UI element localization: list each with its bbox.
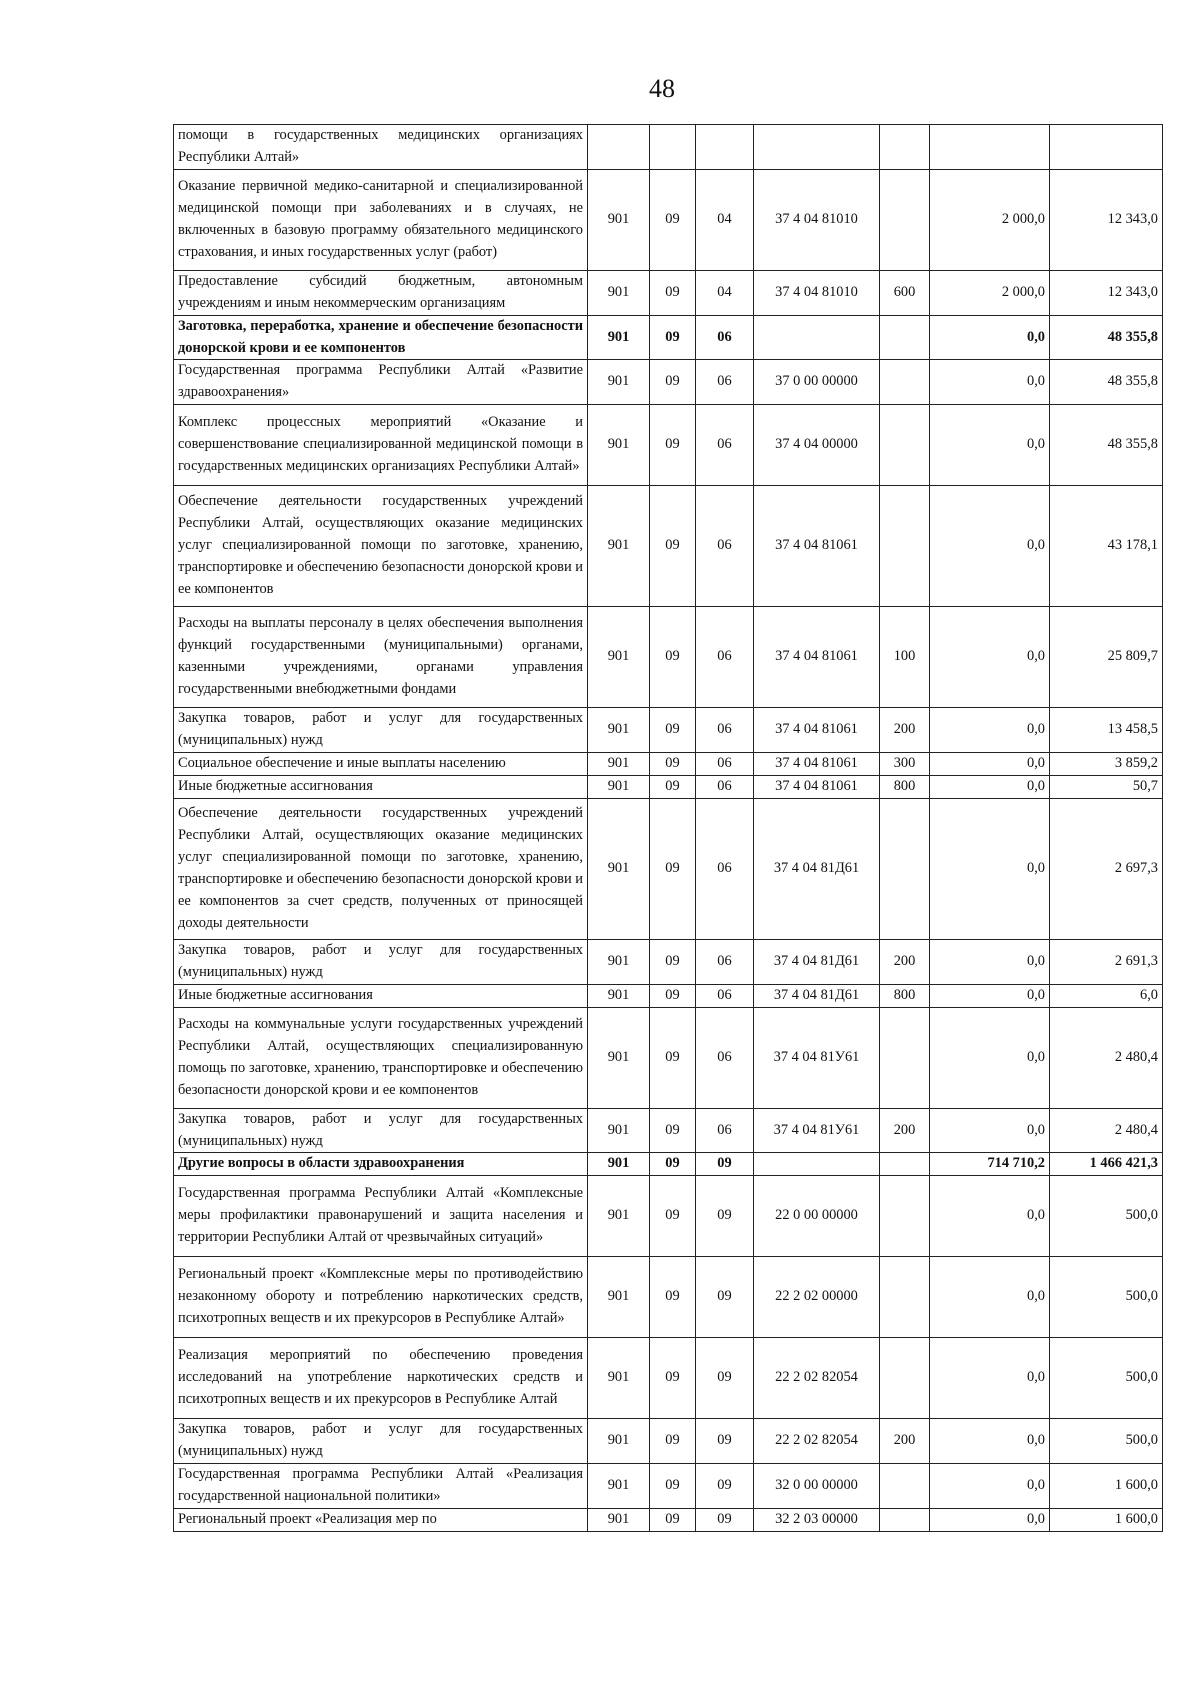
row-amount-2: 2 691,3 — [1050, 939, 1163, 984]
row-ved: 901 — [588, 486, 650, 607]
row-amount-2: 1 600,0 — [1050, 1508, 1163, 1531]
row-expense-type: 200 — [880, 1419, 930, 1464]
row-ved: 901 — [588, 775, 650, 798]
row-subsection: 06 — [696, 939, 754, 984]
row-amount-2: 12 343,0 — [1050, 270, 1163, 315]
row-section: 09 — [650, 753, 696, 776]
row-section: 09 — [650, 607, 696, 708]
row-ved: 901 — [588, 939, 650, 984]
row-section: 09 — [650, 1464, 696, 1509]
row-ved: 901 — [588, 607, 650, 708]
row-amount-1: 0,0 — [930, 360, 1050, 405]
row-subsection: 06 — [696, 984, 754, 1007]
row-amount-1: 0,0 — [930, 798, 1050, 939]
row-amount-2: 48 355,8 — [1050, 360, 1163, 405]
row-section: 09 — [650, 1257, 696, 1338]
row-name: Реализация мероприятий по обеспечению проведения исследований на употребление наркотических средств и психотропных веществ и их прекурсоров в Республике Алтай — [174, 1338, 588, 1419]
row-amount-1: 0,0 — [930, 405, 1050, 486]
table-row — [174, 125, 1163, 170]
row-section: 09 — [650, 1108, 696, 1153]
row-target-article — [754, 1153, 880, 1176]
table-row — [174, 1108, 1163, 1153]
row-amount-1: 0,0 — [930, 486, 1050, 607]
row-amount-1: 0,0 — [930, 1338, 1050, 1419]
row-amount-1: 2 000,0 — [930, 169, 1050, 270]
row-target-article: 37 4 04 81061 — [754, 607, 880, 708]
row-target-article: 37 4 04 00000 — [754, 405, 880, 486]
row-expense-type: 200 — [880, 708, 930, 753]
row-amount-1: 0,0 — [930, 607, 1050, 708]
row-amount-2: 500,0 — [1050, 1176, 1163, 1257]
table-row — [174, 486, 1163, 607]
row-expense-type — [880, 1464, 930, 1509]
row-amount-2: 48 355,8 — [1050, 405, 1163, 486]
table-row — [174, 360, 1163, 405]
row-section: 09 — [650, 270, 696, 315]
row-subsection: 06 — [696, 360, 754, 405]
row-target-article: 37 4 04 81У61 — [754, 1108, 880, 1153]
row-name: Региональный проект «Реализация мер по — [174, 1508, 588, 1531]
row-amount-1: 0,0 — [930, 1108, 1050, 1153]
row-ved: 901 — [588, 270, 650, 315]
row-target-article: 22 2 02 82054 — [754, 1338, 880, 1419]
table-row — [174, 1257, 1163, 1338]
row-target-article: 22 2 02 00000 — [754, 1257, 880, 1338]
row-amount-1: 2 000,0 — [930, 270, 1050, 315]
row-amount-1: 0,0 — [930, 1508, 1050, 1531]
row-ved: 901 — [588, 1176, 650, 1257]
row-target-article: 37 4 04 81Д61 — [754, 984, 880, 1007]
table-row — [174, 1464, 1163, 1509]
row-name: Закупка товаров, работ и услуг для государственных (муниципальных) нужд — [174, 1108, 588, 1153]
row-amount-1: 714 710,2 — [930, 1153, 1050, 1176]
row-expense-type: 800 — [880, 984, 930, 1007]
row-ved: 901 — [588, 1108, 650, 1153]
table-row — [174, 939, 1163, 984]
row-amount-1: 0,0 — [930, 1257, 1050, 1338]
row-ved: 901 — [588, 405, 650, 486]
row-ved: 901 — [588, 1338, 650, 1419]
row-expense-type — [880, 798, 930, 939]
table-row — [174, 775, 1163, 798]
table-row — [174, 270, 1163, 315]
row-expense-type: 200 — [880, 939, 930, 984]
row-amount-2: 25 809,7 — [1050, 607, 1163, 708]
row-subsection: 06 — [696, 775, 754, 798]
row-name: Обеспечение деятельности государственных учреждений Республики Алтай, осуществляющих оказание медицинских услуг специализированной помощи по заготовке, хранению, транспортировке и обеспечению безопасности донорской крови и ее компонентов за счет средств, полученных от приносящей доходы деятельности — [174, 798, 588, 939]
row-amount-2: 43 178,1 — [1050, 486, 1163, 607]
row-expense-type — [880, 1153, 930, 1176]
row-amount-2: 50,7 — [1050, 775, 1163, 798]
row-target-article — [754, 125, 880, 170]
row-section: 09 — [650, 708, 696, 753]
row-expense-type — [880, 360, 930, 405]
row-section: 09 — [650, 169, 696, 270]
row-expense-type — [880, 1508, 930, 1531]
row-subsection: 09 — [696, 1419, 754, 1464]
row-expense-type — [880, 169, 930, 270]
row-amount-2: 12 343,0 — [1050, 169, 1163, 270]
row-amount-1: 0,0 — [930, 753, 1050, 776]
row-ved: 901 — [588, 708, 650, 753]
row-amount-1: 0,0 — [930, 939, 1050, 984]
row-expense-type — [880, 315, 930, 360]
row-section: 09 — [650, 1153, 696, 1176]
row-ved: 901 — [588, 798, 650, 939]
row-amount-2: 2 697,3 — [1050, 798, 1163, 939]
row-amount-1: 0,0 — [930, 1464, 1050, 1509]
row-amount-2: 3 859,2 — [1050, 753, 1163, 776]
row-target-article: 37 4 04 81061 — [754, 753, 880, 776]
row-section: 09 — [650, 486, 696, 607]
row-subsection: 09 — [696, 1176, 754, 1257]
table-row — [174, 798, 1163, 939]
row-subsection: 06 — [696, 753, 754, 776]
row-expense-type — [880, 405, 930, 486]
row-name: Государственная программа Республики Алтай «Реализация государственной национальной политики» — [174, 1464, 588, 1509]
row-name: Расходы на коммунальные услуги государственных учреждений Республики Алтай, осуществляющих специализированную помощь по заготовке, хранению, транспортировке и обеспечению безопасности донорской крови и ее компонентов — [174, 1007, 588, 1108]
row-ved: 901 — [588, 315, 650, 360]
row-expense-type: 200 — [880, 1108, 930, 1153]
row-section: 09 — [650, 1508, 696, 1531]
row-expense-type: 300 — [880, 753, 930, 776]
row-name: Государственная программа Республики Алтай «Комплексные меры профилактики правонарушений и защита населения и территории Республики Алтай от чрезвычайных ситуаций» — [174, 1176, 588, 1257]
row-name: помощи в государственных медицинских организациях Республики Алтай» — [174, 125, 588, 170]
row-amount-2: 6,0 — [1050, 984, 1163, 1007]
row-target-article: 37 4 04 81Д61 — [754, 798, 880, 939]
row-subsection: 06 — [696, 708, 754, 753]
row-name: Заготовка, переработка, хранение и обеспечение безопасности донорской крови и ее компонентов — [174, 315, 588, 360]
row-name: Другие вопросы в области здравоохранения — [174, 1153, 588, 1176]
row-target-article: 22 0 00 00000 — [754, 1176, 880, 1257]
table-row — [174, 169, 1163, 270]
table-row — [174, 708, 1163, 753]
table-row — [174, 1419, 1163, 1464]
row-expense-type: 800 — [880, 775, 930, 798]
row-subsection — [696, 125, 754, 170]
page-number: 48 — [649, 74, 675, 103]
row-expense-type — [880, 1176, 930, 1257]
row-amount-2: 500,0 — [1050, 1338, 1163, 1419]
table-row — [174, 315, 1163, 360]
table-row — [174, 1176, 1163, 1257]
row-section: 09 — [650, 1007, 696, 1108]
row-amount-2: 1 600,0 — [1050, 1464, 1163, 1509]
row-expense-type: 600 — [880, 270, 930, 315]
row-expense-type: 100 — [880, 607, 930, 708]
row-section: 09 — [650, 315, 696, 360]
row-subsection: 09 — [696, 1153, 754, 1176]
row-subsection: 06 — [696, 486, 754, 607]
row-target-article: 37 4 04 81061 — [754, 486, 880, 607]
row-section: 09 — [650, 1419, 696, 1464]
row-subsection: 06 — [696, 798, 754, 939]
row-name: Комплекс процессных мероприятий «Оказание и совершенствование специализированной медицинской помощи в государственных медицинских организациях Республики Алтай» — [174, 405, 588, 486]
row-amount-1: 0,0 — [930, 775, 1050, 798]
row-ved: 901 — [588, 360, 650, 405]
row-name: Обеспечение деятельности государственных учреждений Республики Алтай, осуществляющих оказание медицинских услуг специализированной помощи по заготовке, хранению, транспортировке и обеспечению безопасности донорской крови и ее компонентов — [174, 486, 588, 607]
row-ved: 901 — [588, 1419, 650, 1464]
row-target-article: 37 4 04 81061 — [754, 775, 880, 798]
table-row — [174, 1007, 1163, 1108]
row-section: 09 — [650, 360, 696, 405]
row-ved: 901 — [588, 169, 650, 270]
row-target-article — [754, 315, 880, 360]
row-section: 09 — [650, 984, 696, 1007]
row-ved — [588, 125, 650, 170]
row-amount-2: 500,0 — [1050, 1257, 1163, 1338]
row-section: 09 — [650, 798, 696, 939]
row-section: 09 — [650, 939, 696, 984]
row-ved: 901 — [588, 1007, 650, 1108]
row-subsection: 09 — [696, 1257, 754, 1338]
row-ved: 901 — [588, 1153, 650, 1176]
row-amount-2: 13 458,5 — [1050, 708, 1163, 753]
row-target-article: 37 4 04 81061 — [754, 708, 880, 753]
row-subsection: 06 — [696, 405, 754, 486]
row-subsection: 06 — [696, 1108, 754, 1153]
row-name: Региональный проект «Комплексные меры по противодействию незаконному обороту и потреблению наркотических средств, психотропных веществ и их прекурсоров в Республике Алтай» — [174, 1257, 588, 1338]
row-subsection: 06 — [696, 315, 754, 360]
row-name: Оказание первичной медико-санитарной и специализированной медицинской помощи при заболеваниях и в случаях, не включенных в базовую программу обязательного медицинского страхования, и иных государственных услуг (работ) — [174, 169, 588, 270]
row-section: 09 — [650, 1176, 696, 1257]
row-target-article: 22 2 02 82054 — [754, 1419, 880, 1464]
row-subsection: 04 — [696, 169, 754, 270]
row-ved: 901 — [588, 1464, 650, 1509]
row-expense-type — [880, 1257, 930, 1338]
table-row — [174, 1153, 1163, 1176]
row-section — [650, 125, 696, 170]
row-name: Закупка товаров, работ и услуг для государственных (муниципальных) нужд — [174, 708, 588, 753]
row-ved: 901 — [588, 1508, 650, 1531]
row-amount-1: 0,0 — [930, 315, 1050, 360]
row-amount-1: 0,0 — [930, 1419, 1050, 1464]
row-target-article: 32 2 03 00000 — [754, 1508, 880, 1531]
row-amount-2: 500,0 — [1050, 1419, 1163, 1464]
row-subsection: 06 — [696, 607, 754, 708]
row-amount-1: 0,0 — [930, 708, 1050, 753]
row-target-article: 32 0 00 00000 — [754, 1464, 880, 1509]
budget-table — [173, 124, 1163, 1532]
row-ved: 901 — [588, 984, 650, 1007]
table-row — [174, 1338, 1163, 1419]
row-section: 09 — [650, 775, 696, 798]
table-row — [174, 607, 1163, 708]
row-name: Закупка товаров, работ и услуг для государственных (муниципальных) нужд — [174, 1419, 588, 1464]
row-subsection: 09 — [696, 1508, 754, 1531]
row-name: Государственная программа Республики Алтай «Развитие здравоохранения» — [174, 360, 588, 405]
row-expense-type — [880, 1338, 930, 1419]
table-row — [174, 753, 1163, 776]
row-section: 09 — [650, 405, 696, 486]
row-target-article: 37 0 00 00000 — [754, 360, 880, 405]
row-name: Иные бюджетные ассигнования — [174, 984, 588, 1007]
row-name: Закупка товаров, работ и услуг для государственных (муниципальных) нужд — [174, 939, 588, 984]
row-subsection: 06 — [696, 1007, 754, 1108]
row-amount-1 — [930, 125, 1050, 170]
row-target-article: 37 4 04 81010 — [754, 169, 880, 270]
row-subsection: 09 — [696, 1338, 754, 1419]
table-row — [174, 405, 1163, 486]
row-ved: 901 — [588, 1257, 650, 1338]
row-target-article: 37 4 04 81Д61 — [754, 939, 880, 984]
row-expense-type — [880, 486, 930, 607]
row-amount-2: 48 355,8 — [1050, 315, 1163, 360]
row-amount-1: 0,0 — [930, 984, 1050, 1007]
row-amount-1: 0,0 — [930, 1007, 1050, 1108]
row-amount-2: 2 480,4 — [1050, 1108, 1163, 1153]
table-row — [174, 984, 1163, 1007]
row-amount-2: 1 466 421,3 — [1050, 1153, 1163, 1176]
row-subsection: 04 — [696, 270, 754, 315]
row-subsection: 09 — [696, 1464, 754, 1509]
row-amount-2 — [1050, 125, 1163, 170]
row-name: Иные бюджетные ассигнования — [174, 775, 588, 798]
row-expense-type — [880, 1007, 930, 1108]
row-target-article: 37 4 04 81010 — [754, 270, 880, 315]
row-section: 09 — [650, 1338, 696, 1419]
row-expense-type — [880, 125, 930, 170]
row-amount-1: 0,0 — [930, 1176, 1050, 1257]
row-name: Предоставление субсидий бюджетным, автономным учреждениям и иным некоммерческим организациям — [174, 270, 588, 315]
row-name: Расходы на выплаты персоналу в целях обеспечения выполнения функций государственными (муниципальными) органами, казенными учреждениями, органами управления государственными внебюджетными фондами — [174, 607, 588, 708]
row-name: Социальное обеспечение и иные выплаты населению — [174, 753, 588, 776]
row-amount-2: 2 480,4 — [1050, 1007, 1163, 1108]
table-row — [174, 1508, 1163, 1531]
row-target-article: 37 4 04 81У61 — [754, 1007, 880, 1108]
row-ved: 901 — [588, 753, 650, 776]
